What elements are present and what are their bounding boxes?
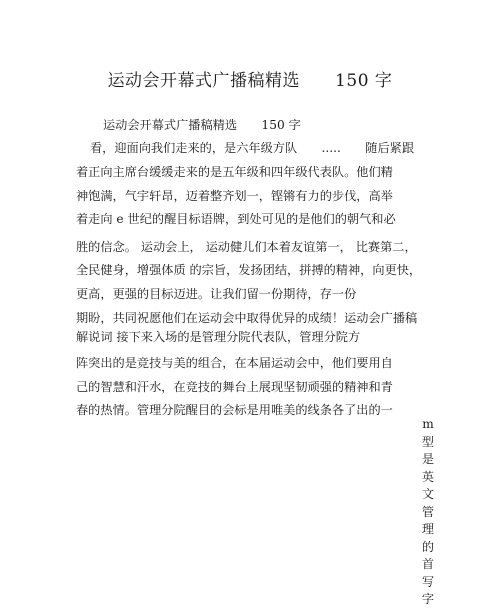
paragraph-line: 着正向主席台缓缓走来的是五年级和四年级代表队。他们精 — [76, 165, 393, 179]
paragraph-line: 看，迎面向我们走来的，是六年级方队 ..... 随后紧跟 — [90, 141, 415, 155]
paragraph-line: 阵突出的是竞技与美的组合，在本届运动会中，他们要用自 — [76, 356, 393, 370]
paragraph-line: 解说词 接下来入场的是管理分院代表队，管理分院方 — [76, 330, 361, 344]
paragraph-line: 期盼，共同祝愿他们在运动会中取得优异的成绩！运动会广播稿 — [76, 311, 418, 325]
paragraph-line: 神饱满，气宇轩昂，迈着整齐划一，铿锵有力的步伐，高举 — [76, 189, 393, 203]
page-title: 运动会开幕式广播稿精选 150 字 — [107, 71, 393, 91]
paragraph-line: 胜的信念。 运动会上， 运动健儿们本着友谊第一， 比赛第二， — [76, 240, 417, 254]
paragraph-line: 春的热情。管理分院醒目的会标是用唯美的线条各了出的一 — [76, 403, 393, 417]
paragraph-line: 全民健身，增强体质 的宗旨，发扬团结，拼搏的精神，向更快， — [76, 263, 422, 277]
paragraph-line: 运动会开幕式广播稿精选 150 字 — [103, 118, 301, 132]
paragraph-line: 更高，更强的目标迈进。让我们留一份期待，存一份 — [76, 287, 357, 301]
paragraph-line: 着走向 e 世纪的醒目标语牌，到处可见的是他们的朝气和必 — [76, 212, 396, 226]
paragraph-line: 己的智慧和汗水，在竞技的舞台上展现坚韧顽强的精神和青 — [76, 380, 393, 394]
vertical-text-column: m型是英文管理的首写字 — [421, 417, 435, 606]
